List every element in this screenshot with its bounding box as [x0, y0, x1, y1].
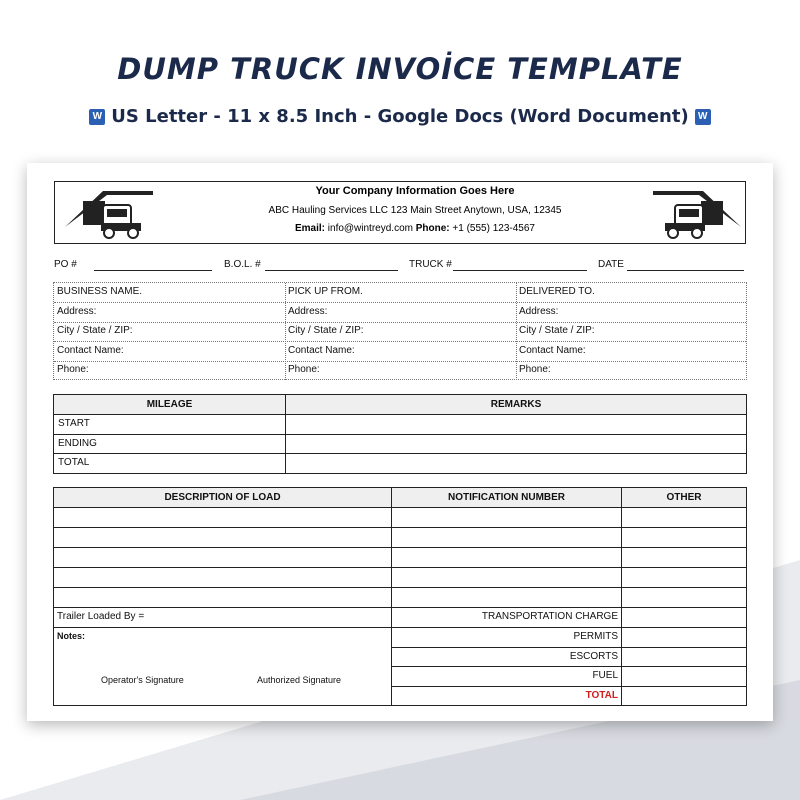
phone-label: Phone: [519, 364, 551, 375]
page-title: DUMP TRUCK INVOİCE TEMPLATE [117, 52, 683, 86]
fuel-label: FUEL [592, 670, 618, 681]
other-header: OTHER [666, 492, 702, 503]
trailer-loaded-by: Trailer Loaded By = [57, 611, 145, 622]
contact-name-label: Contact Name: [288, 345, 355, 356]
description-header: DESCRIPTION OF LOAD [164, 492, 281, 503]
remarks-header: REMARKS [490, 399, 542, 410]
company-address: ABC Hauling Services LLC 123 Main Street Anytown, USA, 12345 [268, 205, 562, 216]
address-label: Address: [519, 306, 559, 317]
contact-name-label: Contact Name: [57, 345, 124, 356]
subtitle-text: US Letter - 11 x 8.5 Inch - Google Docs (Word Document) [111, 106, 689, 127]
mileage-start: START [58, 418, 90, 429]
page-subtitle [0, 106, 800, 127]
phone-value: +1 (555) 123-4567 [452, 223, 535, 234]
address-label: Address: [288, 306, 328, 317]
mileage-total: TOTAL [58, 457, 90, 468]
truck-field[interactable] [453, 270, 587, 271]
notes-label: Notes: [57, 631, 86, 641]
city-state-zip-label: City / State / ZIP: [519, 325, 595, 336]
mileage-table [53, 394, 747, 474]
po-field[interactable] [94, 270, 212, 271]
total-label: TOTAL [585, 690, 618, 701]
delivered-label: DELIVERED TO. [519, 286, 595, 297]
word-icon: W [89, 109, 105, 125]
truck-icon [651, 187, 743, 241]
truck-label: TRUCK # [409, 259, 452, 270]
mileage-ending: ENDING [58, 438, 97, 449]
escorts-label: ESCORTS [569, 651, 618, 662]
city-state-zip-label: City / State / ZIP: [57, 325, 133, 336]
company-header [54, 181, 746, 244]
email-label: Email: [294, 223, 325, 234]
business-name-label: BUSINESS NAME. [57, 286, 143, 297]
city-state-zip-label: City / State / ZIP: [288, 325, 364, 336]
email-value: info@wintreyd.com [327, 223, 413, 234]
phone-label: Phone: [288, 364, 320, 375]
load-table [53, 487, 747, 706]
invoice-sheet [27, 163, 773, 721]
bol-label: B.O.L. # [224, 259, 261, 270]
authorized-signature: Authorized Signature [257, 675, 342, 685]
address-label: Address: [57, 306, 97, 317]
pickup-label: PICK UP FROM. [288, 286, 363, 297]
parties-table [53, 282, 747, 380]
phone-label: Phone: [415, 223, 450, 234]
word-icon: W [695, 109, 711, 125]
company-heading: Your Company Information Goes Here [315, 185, 515, 197]
po-label: PO # [54, 259, 77, 270]
transportation-charge-label: TRANSPORTATION CHARGE [481, 611, 618, 622]
bol-field[interactable] [265, 270, 398, 271]
contact-name-label: Contact Name: [519, 345, 586, 356]
mileage-header: MILEAGE [146, 399, 193, 410]
date-label: DATE [598, 259, 624, 270]
phone-label: Phone: [57, 364, 89, 375]
permits-label: PERMITS [573, 631, 618, 642]
notification-header: NOTIFICATION NUMBER [447, 492, 566, 503]
date-field[interactable] [627, 270, 744, 271]
operator-signature: Operator's Signature [101, 675, 184, 685]
